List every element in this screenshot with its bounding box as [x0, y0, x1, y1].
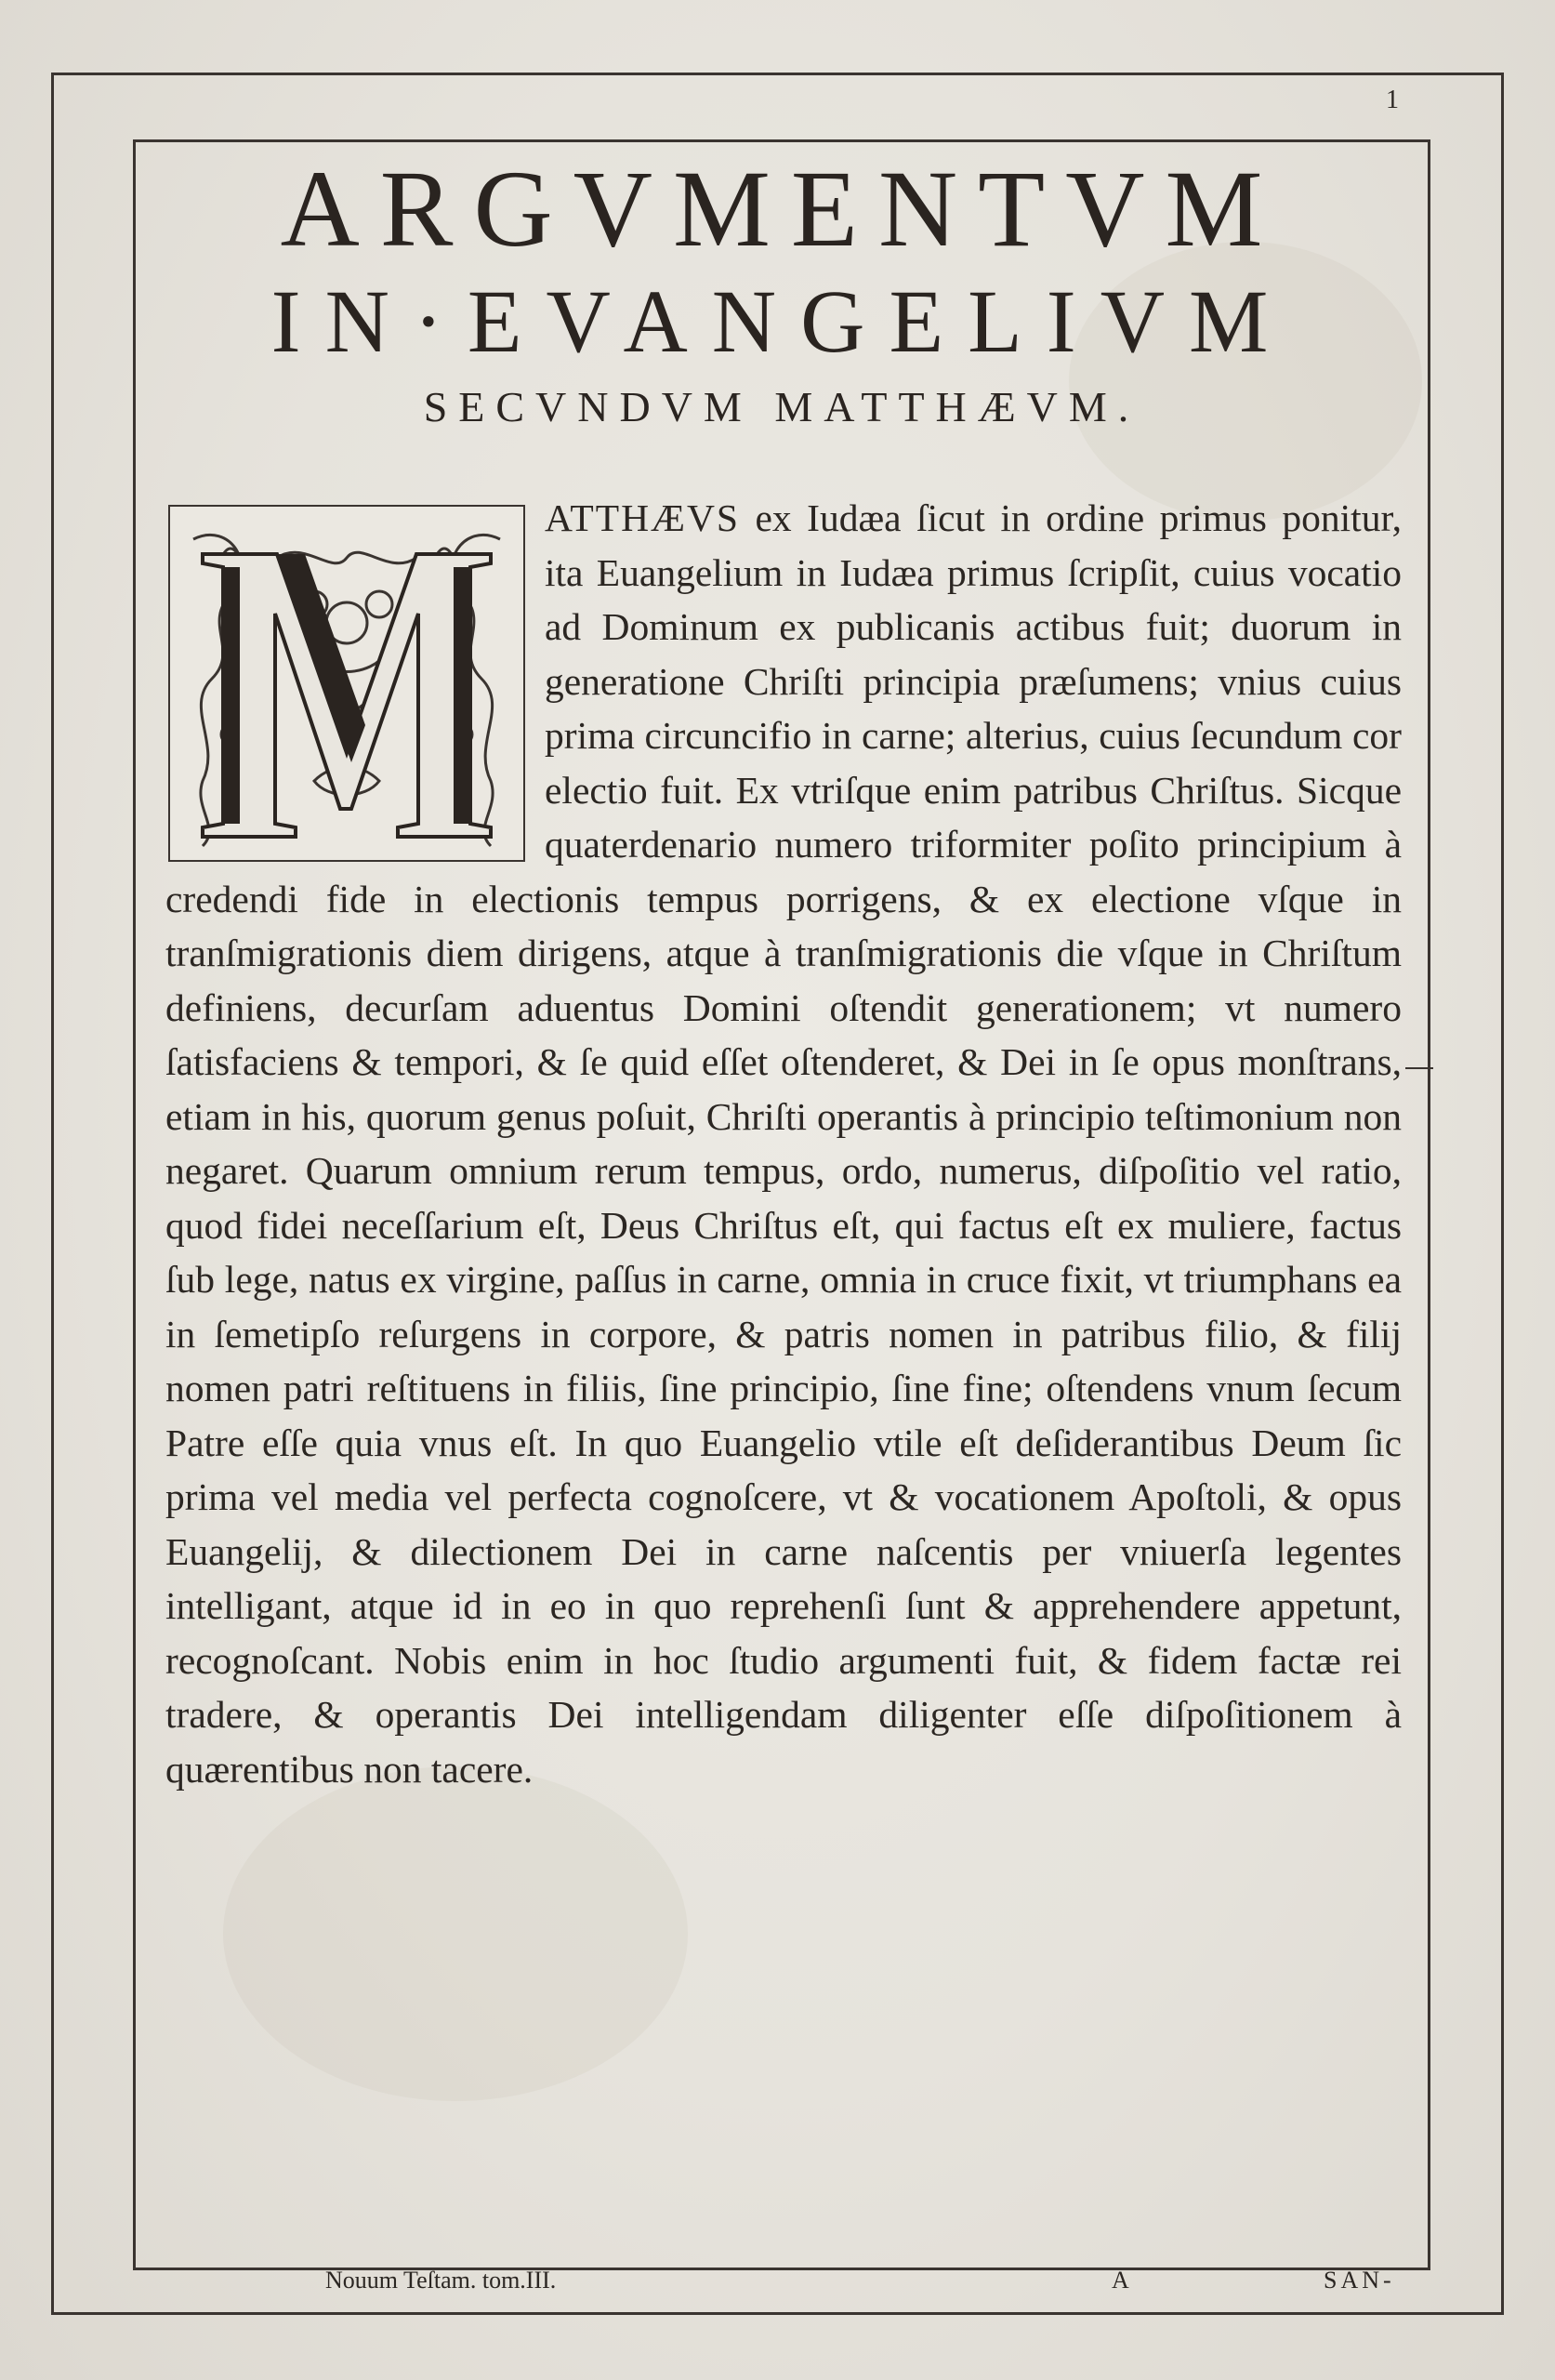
title-block	[133, 149, 1430, 435]
drop-cap-ornament	[165, 502, 528, 865]
title-line-3: SECVNDVM MATTHÆVM.	[423, 383, 1140, 430]
margin-mark	[1405, 1067, 1433, 1069]
argument-text	[165, 491, 1402, 1796]
title-line-2: IN·EVANGELIVM	[270, 271, 1293, 371]
footer-signature: Nouum Teſtam. tom.III.	[325, 2267, 557, 2294]
ornate-initial-icon	[165, 502, 528, 865]
footer-catchword: SAN-	[1324, 2267, 1395, 2294]
title-line-1: ARGVMENTVM	[280, 148, 1284, 270]
argument-body: ex Iudæa ſicut in ordine primus ponitur, ita Euangelium in Iudæa primus ſcripſit, cuius vocatio ad Dominum ex publicanis actibus fuit; duorum in generatione Chriſti principia præſumens; vnius cuius prima circuncifio in carne; alterius, cuius ſecundum cor electio fuit. Ex vtriſque enim patribus Chriſtus. Sicque quaterdenario numero triformiter poſito principium à credendi fide in electionis tempus porrigens, & ex electione vſque in tranſmigrationis diem dirigens, atque à tranſmigrationis die vſque in Chriſtum definiens, decurſam aduentus Domini oſtendit generationem; vt numero ſatisfaciens & tempori, & ſe quid eſſet oſtenderet, & Dei in ſe opus monſtrans, etiam in his, quorum genus poſuit, Chriſti operantis à principio teſtimonium non negaret. Quarum omnium rerum tempus, ordo, numerus, diſpoſitio vel ratio, quod fidei neceſſarium eſt, Deus Chriſtus eſt, qui factus eſt ex muliere, factus ſub lege, natus ex virgine, paſſus in carne, omnia in cruce fixit, vt triumphans ea in ſemetipſo reſurgens in corpore, & patris nomen in patribus filio, & filij nomen patri reſtituens in filiis, ſine principio, ſine fine; oſtendens vnum ſecum Patre eſſe quia vnus eſt. In quo Euangelio vtile eſt deſiderantibus Deum ſic prima vel media vel perfecta cognoſcere, vt & vocationem Apoſtoli, & opus Euangelij, & dilectionem Dei in carne naſcentis per vniuerſa legentes intelligant, atque id in eo in quo reprehenſi ſunt & apprehendere appetunt, recognoſcant. Nobis enim in hoc ſtudio argumenti fuit, & fidem factæ rei tradere, & operantis Dei intelligendam diligenter eſſe diſpoſitionem à quærentibus non tacere.	[165, 496, 1402, 1791]
footer-gathering-mark: A	[1112, 2267, 1129, 2294]
page-number: 1	[1386, 86, 1399, 114]
lead-in-word: ATTHÆVS	[545, 496, 740, 539]
